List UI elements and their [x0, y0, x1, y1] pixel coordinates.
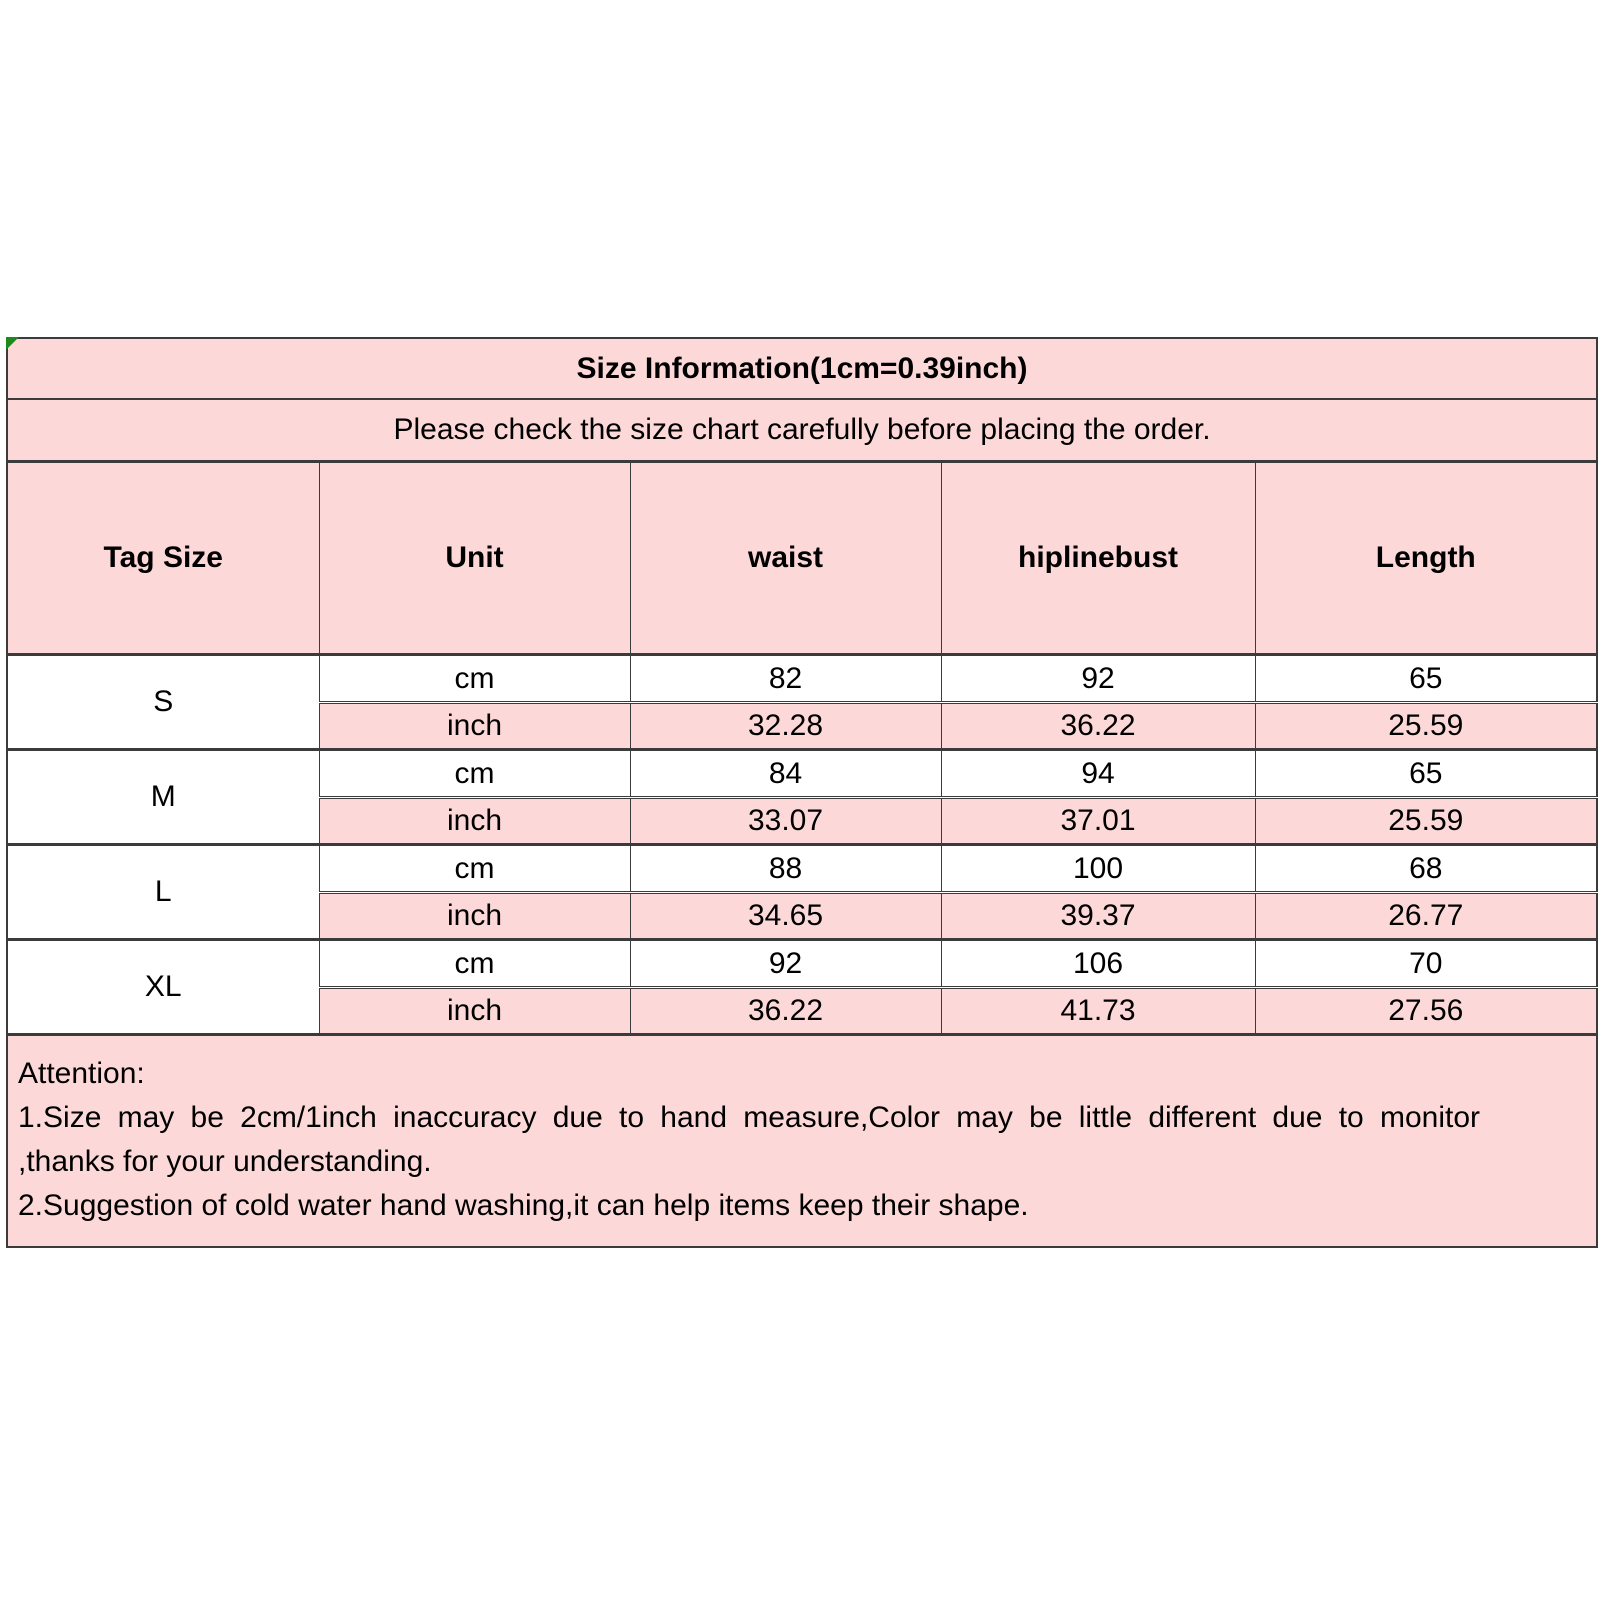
- measurement-cell: 36.22: [630, 988, 941, 1035]
- attention-note-1-continued: ,thanks for your understanding.: [18, 1145, 432, 1178]
- col-header-hiplinebust: hiplinebust: [941, 462, 1255, 655]
- table-row-l-cm: [7, 845, 1597, 893]
- measurement-cell: 25.59: [1255, 798, 1597, 845]
- measurement-cell: 88: [630, 845, 941, 893]
- measurement-cell: 68: [1255, 845, 1597, 893]
- unit-cell: cm: [319, 750, 630, 798]
- unit-cell: inch: [319, 893, 630, 940]
- measurement-cell: 25.59: [1255, 703, 1597, 750]
- measurement-cell: 82: [630, 655, 941, 703]
- table-row: [7, 338, 1597, 399]
- size-label-m: M: [7, 750, 319, 845]
- col-header-unit: Unit: [319, 462, 630, 655]
- unit-cell: inch: [319, 703, 630, 750]
- measurement-cell: 70: [1255, 940, 1597, 988]
- attention-cell: [7, 1035, 1597, 1248]
- table-title: Size Information(1cm=0.39inch): [7, 338, 1597, 399]
- unit-cell: inch: [319, 988, 630, 1035]
- measurement-cell: 92: [630, 940, 941, 988]
- measurement-cell: 39.37: [941, 893, 1255, 940]
- measurement-cell: 27.56: [1255, 988, 1597, 1035]
- size-label-l: L: [7, 845, 319, 940]
- size-label-s: S: [7, 655, 319, 750]
- corner-triangle-icon: [6, 337, 19, 350]
- measurement-cell: 41.73: [941, 988, 1255, 1035]
- size-table: [6, 337, 1598, 1248]
- table-subtitle: Please check the size chart carefully before placing the order.: [7, 399, 1597, 462]
- measurement-cell: 65: [1255, 750, 1597, 798]
- unit-cell: cm: [319, 940, 630, 988]
- measurement-cell: 65: [1255, 655, 1597, 703]
- attention-heading: Attention:: [18, 1057, 145, 1090]
- col-header-length: Length: [1255, 462, 1597, 655]
- unit-cell: inch: [319, 798, 630, 845]
- table-header-row: [7, 462, 1597, 655]
- measurement-cell: 26.77: [1255, 893, 1597, 940]
- table-row: [7, 399, 1597, 462]
- col-header-tag-size: Tag Size: [7, 462, 319, 655]
- measurement-cell: 34.65: [630, 893, 941, 940]
- measurement-cell: 106: [941, 940, 1255, 988]
- measurement-cell: 33.07: [630, 798, 941, 845]
- attention-note-2: 2.Suggestion of cold water hand washing,it can help items keep their shape.: [18, 1189, 1029, 1222]
- measurement-cell: 84: [630, 750, 941, 798]
- measurement-cell: 100: [941, 845, 1255, 893]
- size-chart-sheet: [6, 337, 1596, 1248]
- attention-note-1: 1.Size may be 2cm/1inch inaccuracy due to hand measure,Color may be little different due to monitor: [18, 1101, 1480, 1134]
- measurement-cell: 37.01: [941, 798, 1255, 845]
- col-header-waist: waist: [630, 462, 941, 655]
- unit-cell: cm: [319, 655, 630, 703]
- table-row-m-cm: [7, 750, 1597, 798]
- attention-section: [7, 1035, 1597, 1248]
- table-row-s-cm: [7, 655, 1597, 703]
- measurement-cell: 36.22: [941, 703, 1255, 750]
- measurement-cell: 92: [941, 655, 1255, 703]
- unit-cell: cm: [319, 845, 630, 893]
- table-row-xl-cm: [7, 940, 1597, 988]
- measurement-cell: 94: [941, 750, 1255, 798]
- measurement-cell: 32.28: [630, 703, 941, 750]
- size-label-xl: XL: [7, 940, 319, 1035]
